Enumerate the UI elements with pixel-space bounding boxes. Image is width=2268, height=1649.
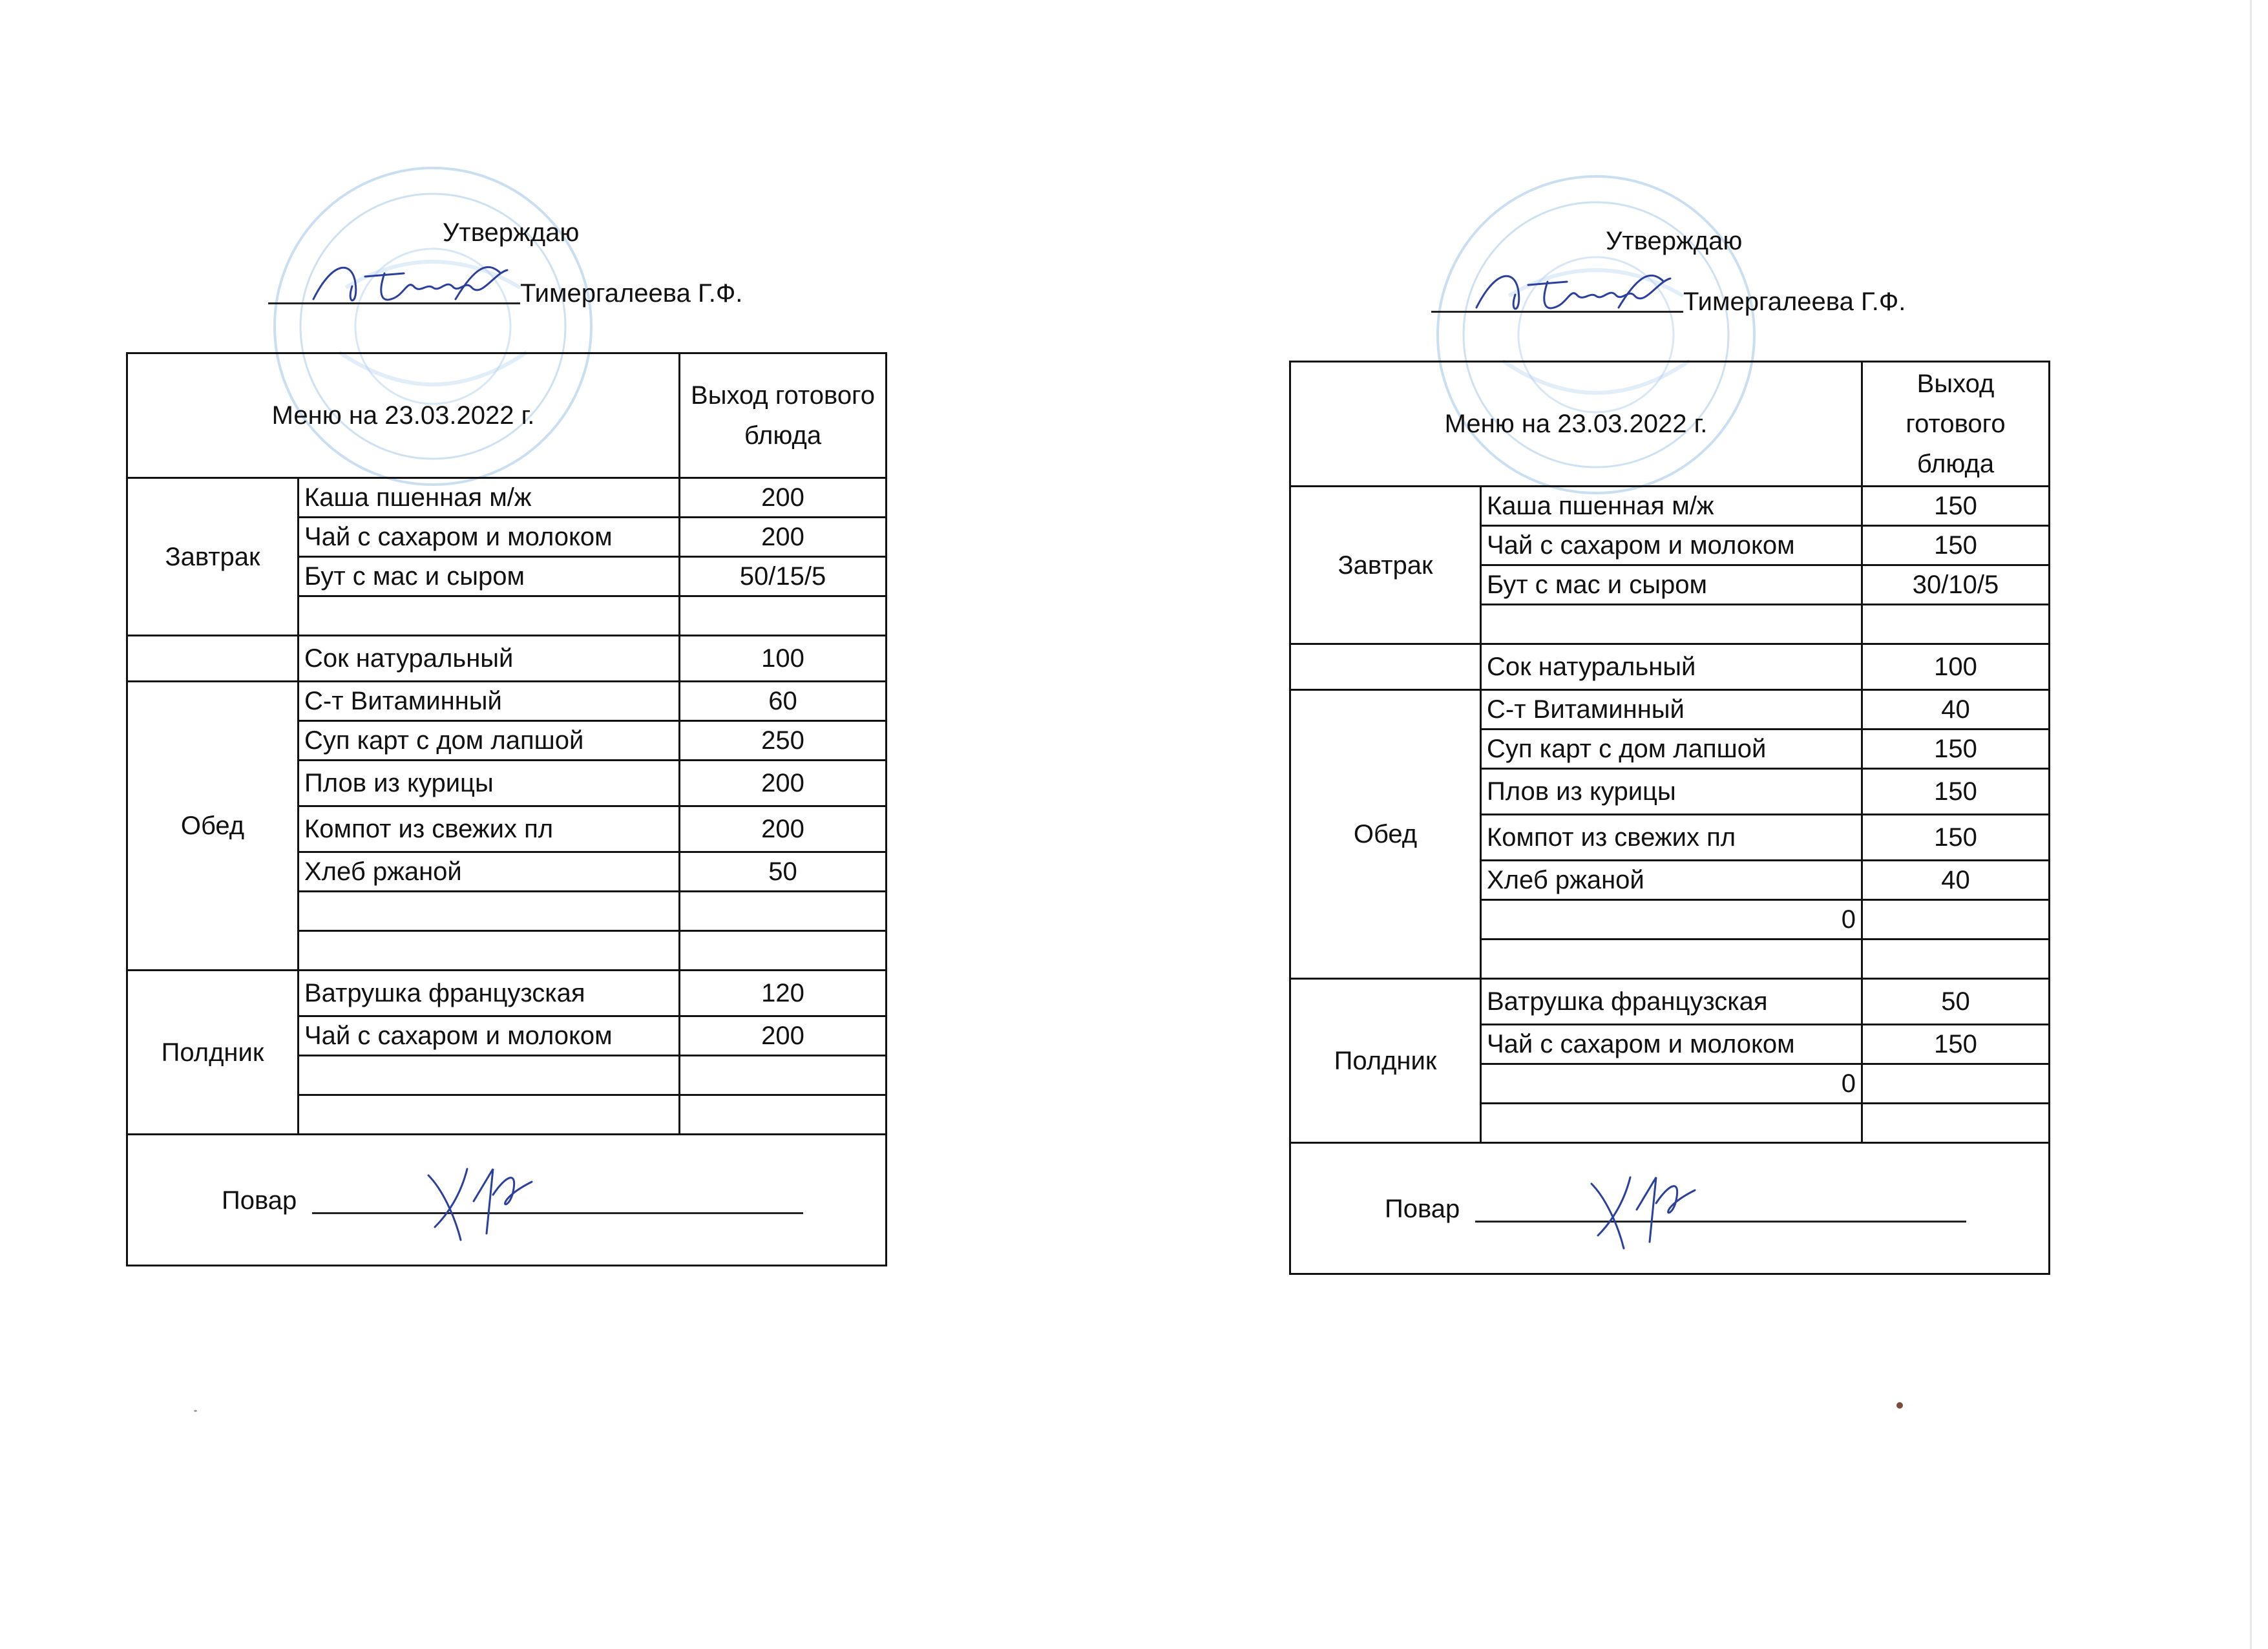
meal-label-breakfast: Завтрак — [127, 478, 299, 636]
approver-signature-row — [268, 273, 888, 312]
dish-name: 0 — [1481, 1064, 1862, 1104]
dish-yield: 50 — [1862, 979, 2050, 1025]
dish-yield: 150 — [1862, 526, 2050, 565]
dish-yield — [1862, 940, 2050, 979]
dish-yield — [680, 931, 887, 971]
dish-yield: 100 — [1862, 644, 2050, 690]
cook-signature-line — [1475, 1221, 1966, 1223]
dish-yield: 120 — [680, 971, 887, 1016]
dish-yield: 100 — [680, 636, 887, 682]
dish-yield: 200 — [680, 478, 887, 518]
meal-label-afternoon: Полдник — [127, 971, 299, 1135]
dish-yield: 150 — [1862, 815, 2050, 861]
menu-title: Меню на 23.03.2022 г. — [127, 353, 680, 478]
meal-label-afternoon: Полдник — [1290, 979, 1481, 1143]
dish-name — [299, 596, 680, 636]
dish-name: Чай с сахаром и молоком — [299, 1016, 680, 1056]
menu-title: Меню на 23.03.2022 г. — [1290, 362, 1862, 487]
dish-yield: 250 — [680, 721, 887, 761]
dish-name: Чай с сахаром и молоком — [1481, 526, 1862, 565]
dish-yield: 50 — [680, 852, 887, 892]
cook-label: Повар — [222, 1186, 297, 1215]
meal-label-snack — [1290, 644, 1481, 690]
menu-table — [126, 352, 887, 1266]
dish-yield — [680, 596, 887, 636]
dish-name: Компот из свежих пл — [1481, 815, 1862, 861]
meal-label-lunch: Обед — [1290, 690, 1481, 979]
dish-name: Компот из свежих пл — [299, 806, 680, 852]
dish-name — [299, 1056, 680, 1095]
yield-header: Выход готового блюда — [1862, 362, 2050, 487]
meal-label-lunch: Обед — [127, 682, 299, 971]
dish-name — [299, 1095, 680, 1135]
dish-yield: 150 — [1862, 1025, 2050, 1064]
dish-name: Суп карт с дом лапшой — [1481, 730, 1862, 769]
dish-name: Каша пшенная м/ж — [299, 478, 680, 518]
dish-yield: 200 — [680, 806, 887, 852]
director-signature — [1457, 256, 1690, 333]
dish-yield — [1862, 605, 2050, 644]
dish-name — [299, 931, 680, 971]
dish-yield: 200 — [680, 1016, 887, 1056]
dish-name: Плов из курицы — [1481, 769, 1862, 815]
cook-signature — [1579, 1164, 1708, 1255]
cook-signature-row — [1385, 1190, 1966, 1229]
dish-yield: 60 — [680, 682, 887, 721]
dish-name: Ватрушка французская — [299, 971, 680, 1016]
dish-name: Хлеб ржаной — [1481, 861, 1862, 900]
approve-title: Утверждаю — [443, 218, 580, 247]
approver-name: Тимергалеева Г.Ф. — [1683, 288, 1906, 316]
menu-table — [1289, 361, 2050, 1275]
dish-name: С-т Витаминный — [299, 682, 680, 721]
yield-header: Выход готового блюда — [680, 353, 887, 478]
dish-yield: 40 — [1862, 861, 2050, 900]
approve-title: Утверждаю — [1606, 227, 1743, 255]
dish-yield — [680, 1095, 887, 1135]
dish-yield: 150 — [1862, 769, 2050, 815]
dish-name — [1481, 940, 1862, 979]
dish-name: Сок натуральный — [1481, 644, 1862, 690]
dish-yield: 150 — [1862, 487, 2050, 526]
cook-signature-cell — [1290, 1143, 2050, 1274]
dish-name: Хлеб ржаной — [299, 852, 680, 892]
dish-yield: 200 — [680, 761, 887, 806]
approver-signature-line — [268, 302, 520, 304]
dish-name: Суп карт с дом лапшой — [299, 721, 680, 761]
dish-name: Бут с мас и сыром — [1481, 565, 1862, 605]
cook-signature-line — [312, 1212, 803, 1214]
scan-edge — [2250, 0, 2252, 1649]
dish-name — [299, 892, 680, 931]
dish-name: Сок натуральный — [299, 636, 680, 682]
director-signature — [294, 247, 527, 325]
dish-yield: 50/15/5 — [680, 557, 887, 596]
dish-yield — [680, 892, 887, 931]
meal-label-snack — [127, 636, 299, 682]
dish-name: С-т Витаминный — [1481, 690, 1862, 730]
dish-name: Чай с сахаром и молоком — [299, 518, 680, 557]
dish-yield — [680, 1056, 887, 1095]
dish-name: Плов из курицы — [299, 761, 680, 806]
dish-yield — [1862, 1064, 2050, 1104]
dish-yield — [1862, 900, 2050, 940]
dish-yield: 150 — [1862, 730, 2050, 769]
dish-yield: 40 — [1862, 690, 2050, 730]
dish-yield — [1862, 1104, 2050, 1143]
scan-speck — [1896, 1402, 1903, 1409]
dish-yield: 30/10/5 — [1862, 565, 2050, 605]
cook-signature — [415, 1156, 545, 1246]
approver-signature-row — [1431, 282, 2052, 320]
dish-name — [1481, 605, 1862, 644]
dish-name: 0 — [1481, 900, 1862, 940]
dish-name: Чай с сахаром и молоком — [1481, 1025, 1862, 1064]
scan-speck — [194, 1410, 197, 1412]
cook-signature-row — [222, 1182, 803, 1221]
dish-name: Ватрушка французская — [1481, 979, 1862, 1025]
dish-yield: 200 — [680, 518, 887, 557]
approver-name: Тимергалеева Г.Ф. — [520, 279, 743, 308]
meal-label-breakfast: Завтрак — [1290, 487, 1481, 644]
cook-label: Повар — [1385, 1195, 1460, 1223]
dish-name: Бут с мас и сыром — [299, 557, 680, 596]
approver-signature-line — [1431, 311, 1683, 313]
dish-name — [1481, 1104, 1862, 1143]
dish-name: Каша пшенная м/ж — [1481, 487, 1862, 526]
cook-signature-cell — [127, 1135, 887, 1266]
